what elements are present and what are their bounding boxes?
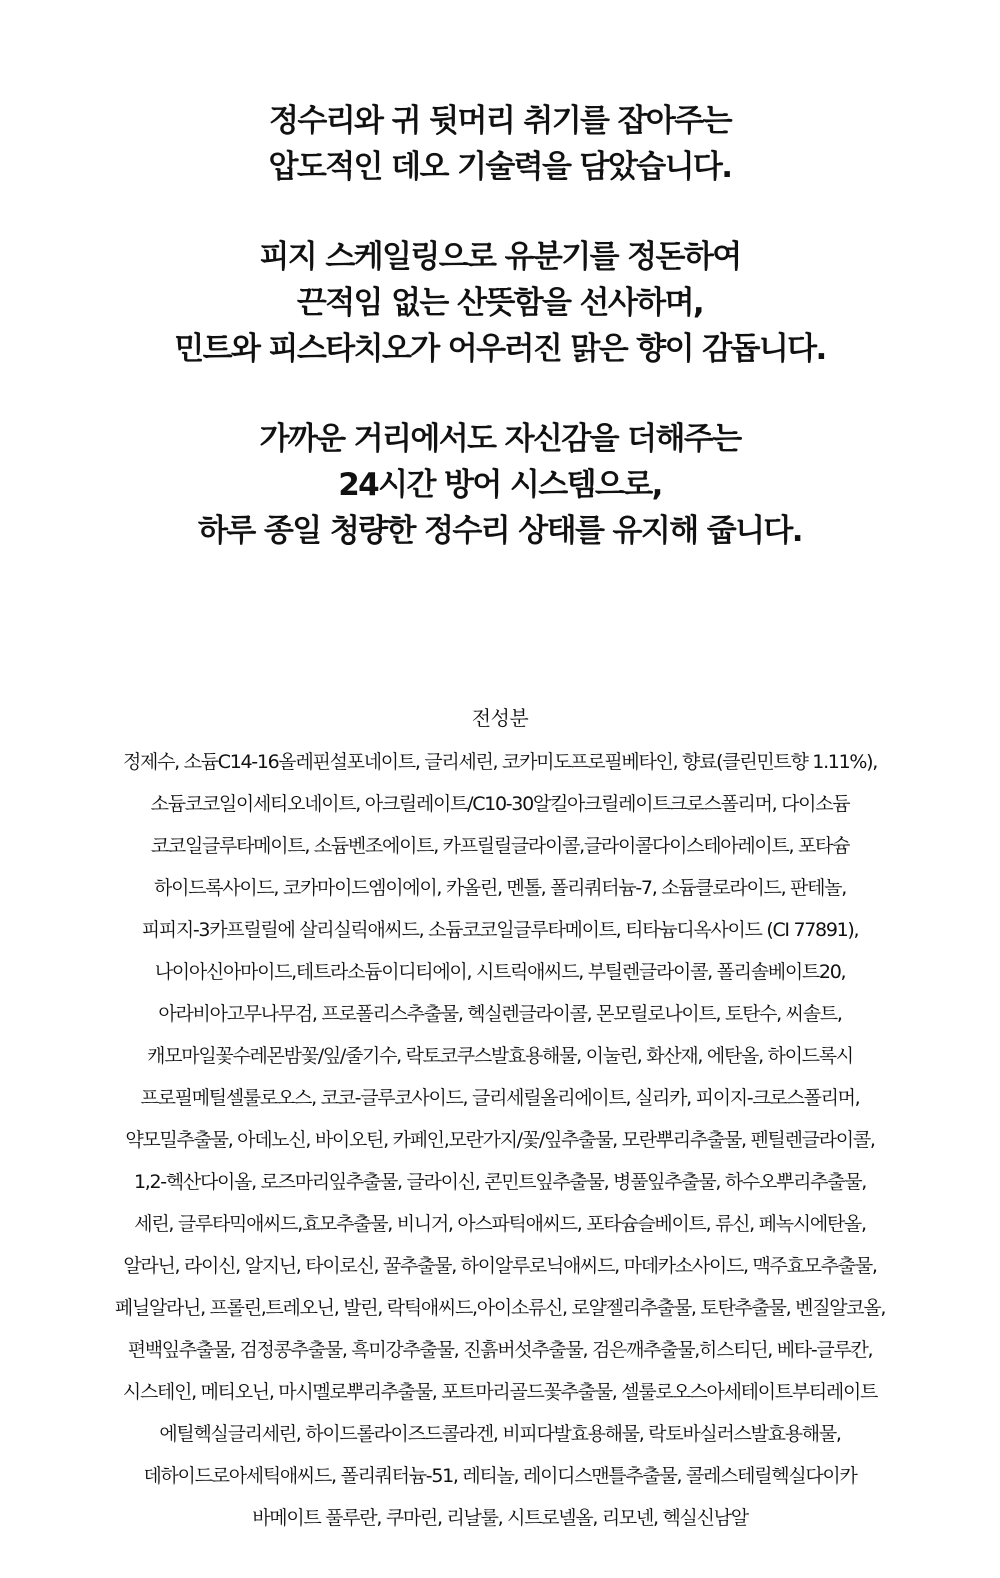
intro-line: 24시간 방어 시스템으로, (338, 467, 662, 503)
ingredient-line: 데하이드로아세틱애씨드, 폴리쿼터늄-51, 레티놀, 레이디스맨틀추출물, 콜레스테릴헥실다이카 (143, 1465, 857, 1487)
ingredient-line: 바메이트 풀루란, 쿠마린, 리날룰, 시트로넬올, 리모넨, 헥실신남알 (252, 1507, 748, 1529)
ingredient-line: 나이아신아마이드,테트라소듐이디티에이, 시트릭애씨드, 부틸렌글라이콜, 폴리솔베이트20, (154, 961, 846, 983)
intro-line: 끈적임 없는 산뜻함을 선사하며, (296, 285, 704, 321)
ingredient-line: 하이드록사이드, 코카마이드엠이에이, 카올린, 멘톨, 폴리쿼터늄-7, 소듐클로라이드, 판테놀, (154, 877, 846, 899)
intro-line: 민트와 피스타치오가 어우러진 맑은 향이 감돕니다. (174, 331, 826, 367)
ingredient-line: 코코일글루타메이트, 소듐벤조에이트, 카프릴릴글라이콜,글라이콜다이스테아레이트, 포타슘 (150, 835, 850, 857)
intro-line: 가까운 거리에서도 자신감을 더해주는 (259, 421, 741, 457)
ingredient-line: 편백잎추출물, 검정콩추출물, 흑미강추출물, 진흙버섯추출물, 검은깨추출물,히스티딘, 베타-글루칸, (127, 1339, 873, 1361)
ingredient-line: 정제수, 소듐C14-16올레핀설포네이트, 글리세린, 코카미도프로필베타인, 향료(클린민트향 1.11%), (123, 751, 877, 773)
ingredient-line: 피피지-3카프릴릴에 살리실릭애씨드, 소듐코코일글루타메이트, 티타늄디옥사이드 (CI 77891), (141, 919, 859, 941)
intro-line: 피지 스케일링으로 유분기를 정돈하여 (259, 239, 741, 275)
intro-paragraph-24h-defense (0, 416, 1000, 554)
ingredient-line: 캐모마일꽃수레몬밤꽃/잎/줄기수, 락토코쿠스발효용해물, 이눌린, 화산재, 에탄올, 하이드록시 (147, 1045, 853, 1067)
ingredient-line: 에틸헥실글리세린, 하이드롤라이즈드콜라겐, 비피다발효용해물, 락토바실러스발효용해물, (159, 1423, 841, 1445)
intro-copy (0, 98, 1000, 598)
ingredients-title: 전성분 (471, 706, 529, 730)
ingredient-line: 약모밀추출물, 아데노신, 바이오틴, 카페인,모란가지/꽃/잎추출물, 모란뿌리추출물, 펜틸렌글라이콜, (125, 1129, 875, 1151)
intro-paragraph-deodorant (0, 98, 1000, 190)
ingredient-line: 소듐코코일이세티오네이트, 아크릴레이트/C10-30알킬아크릴레이트크로스폴리머, 다이소듐 (150, 793, 850, 815)
intro-line: 하루 종일 청량한 정수리 상태를 유지해 줍니다. (198, 513, 802, 549)
ingredient-line: 아라비아고무나무검, 프로폴리스추출물, 헥실렌글라이콜, 몬모릴로나이트, 토탄수, 씨솔트, (158, 1003, 842, 1025)
intro-paragraph-sebum-scaling (0, 234, 1000, 372)
ingredient-line: 세린, 글루타믹애씨드,효모추출물, 비니거, 아스파틱애씨드, 포타슘슬베이트, 류신, 페녹시에탄올, (134, 1213, 866, 1235)
ingredient-line: 1,2-헥산다이올, 로즈마리잎추출물, 글라이신, 콘민트잎추출물, 병풀잎추출물, 하수오뿌리추출물, (133, 1171, 867, 1193)
ingredient-line: 페닐알라닌, 프롤린,트레오닌, 발린, 락틱애씨드,아이소류신, 로얄젤리추출물, 토탄추출물, 벤질알코올, (114, 1297, 886, 1319)
ingredient-line: 알라닌, 라이신, 알지닌, 타이로신, 꿀추출물, 하이알루로닉애씨드, 마데카소사이드, 맥주효모추출물, (123, 1255, 877, 1277)
intro-line: 압도적인 데오 기술력을 담았습니다. (268, 149, 732, 185)
intro-line: 정수리와 귀 뒷머리 취기를 잡아주는 (269, 103, 731, 139)
ingredient-line: 프로필메틸셀룰로오스, 코코-글루코사이드, 글리세릴올리에이트, 실리카, 피이지-크로스폴리머, (140, 1087, 860, 1109)
ingredient-line: 시스테인, 메티오닌, 마시멜로뿌리추출물, 포트마리골드꽃추출물, 셀룰로오스아세테이트부티레이트 (122, 1381, 878, 1403)
ingredients-section (0, 703, 1000, 1539)
